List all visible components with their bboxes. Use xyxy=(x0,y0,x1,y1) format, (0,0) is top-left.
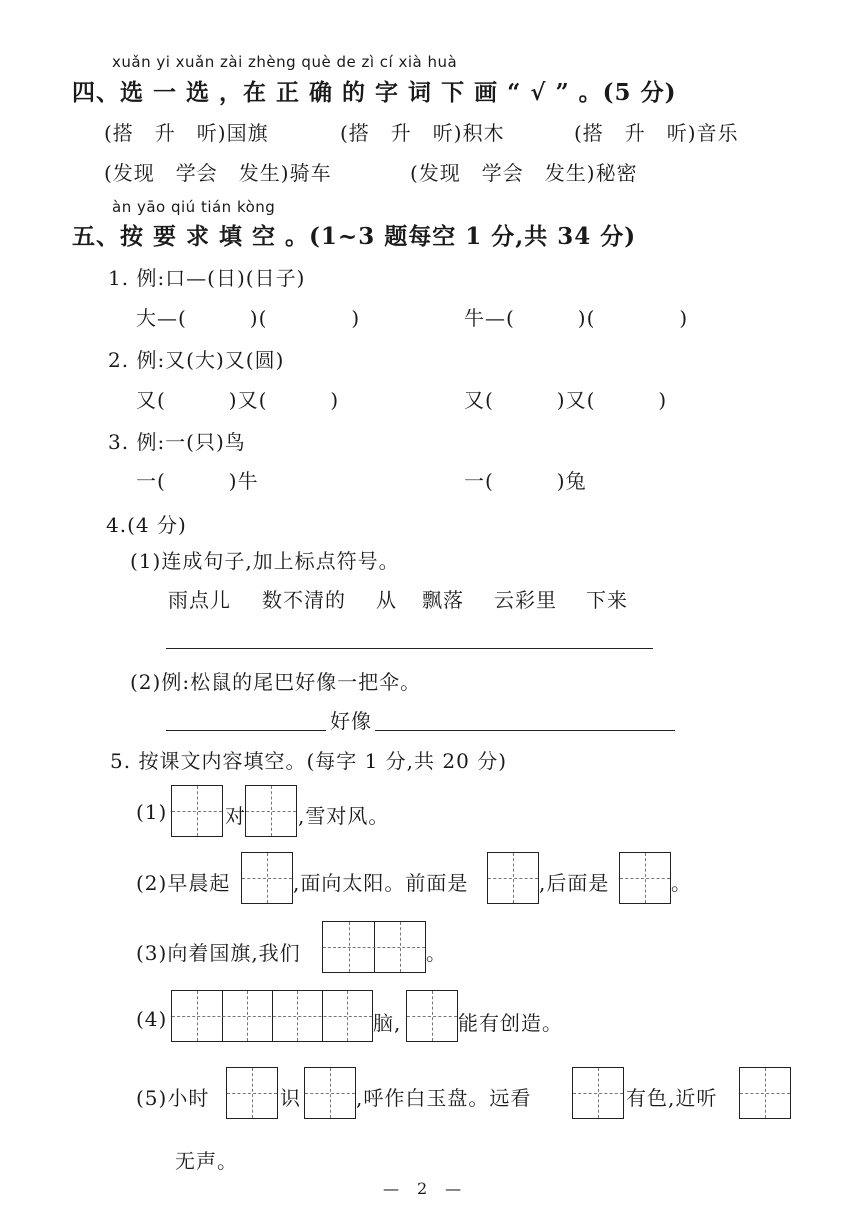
answer-line[interactable] xyxy=(166,648,653,649)
p3-text: 。 xyxy=(426,941,447,965)
word-card: 飘落 xyxy=(422,588,464,612)
choice-bike[interactable]: (发现 学会 发生)骑车 xyxy=(104,161,332,185)
word-card: 数不清的 xyxy=(262,588,346,612)
char-box-double[interactable] xyxy=(322,921,426,973)
q3-blank-right[interactable]: 一( )兔 xyxy=(464,469,587,493)
p2-text: ,面向太阳。前面是 xyxy=(293,871,469,895)
q3-example: 3. 例:一(只)鸟 xyxy=(108,430,246,454)
word-card: 从 xyxy=(376,588,397,612)
char-box-quad[interactable] xyxy=(171,990,373,1042)
char-box[interactable] xyxy=(619,852,671,904)
answer-line-left[interactable] xyxy=(166,730,326,731)
q1-example: 1. 例:口—(日)(日子) xyxy=(108,266,306,290)
char-box[interactable] xyxy=(171,785,223,837)
page-number: — 2 — xyxy=(383,1179,463,1198)
char-box[interactable] xyxy=(245,785,297,837)
p4-text: 能有创造。 xyxy=(458,1011,563,1035)
p5-text: 识 xyxy=(280,1086,301,1110)
p2-label: (2)早晨起 xyxy=(136,871,231,895)
choice-music[interactable]: (搭 升 听)音乐 xyxy=(574,121,739,145)
q5-title: 5. 按课文内容填空。(每字 1 分,共 20 分) xyxy=(110,749,508,773)
choice-blocks[interactable]: (搭 升 听)积木 xyxy=(340,121,505,145)
p5-text: 无声。 xyxy=(175,1149,238,1173)
char-box[interactable] xyxy=(304,1067,356,1119)
q3-blank-left[interactable]: 一( )牛 xyxy=(136,469,259,493)
p4-text: 脑, xyxy=(373,1011,402,1035)
q2-blank-left[interactable]: 又( )又( ) xyxy=(136,388,340,412)
p1-label: (1) xyxy=(136,800,168,824)
p2-text: ,后面是 xyxy=(539,871,610,895)
section5-heading: 五、按 要 求 填 空 。(1~3 题每空 1 分,共 34 分) xyxy=(72,223,637,250)
q4-title: 4.(4 分) xyxy=(106,513,187,537)
word-card: 雨点儿 xyxy=(168,588,231,612)
word-card: 云彩里 xyxy=(494,588,557,612)
p4-label: (4) xyxy=(136,1007,168,1031)
p5-text: 有色,近听 xyxy=(626,1086,718,1110)
q4-sub2: (2)例:松鼠的尾巴好像一把伞。 xyxy=(130,670,422,694)
char-box[interactable] xyxy=(739,1067,791,1119)
p3-label: (3)向着国旗,我们 xyxy=(136,941,301,965)
q1-blank-right[interactable]: 牛—( )( ) xyxy=(464,306,689,330)
char-box[interactable] xyxy=(572,1067,624,1119)
p5-text: ,呼作白玉盘。远看 xyxy=(356,1086,532,1110)
p2-text: 。 xyxy=(671,871,692,895)
char-box[interactable] xyxy=(226,1067,278,1119)
section4-pinyin: xuǎn yi xuǎn zài zhèng què de zì cí xià huà xyxy=(112,53,458,71)
q1-blank-left[interactable]: 大—( )( ) xyxy=(136,306,361,330)
section5-pinyin: àn yāo qiú tián kòng xyxy=(112,198,276,216)
section4-heading: 四、选 一 选 ，在 正 确 的 字 词 下 画 “ √ ” 。(5 分) xyxy=(72,79,677,106)
char-box[interactable] xyxy=(241,852,293,904)
q2-blank-right[interactable]: 又( )又( ) xyxy=(464,388,668,412)
like-word: 好像 xyxy=(330,709,372,733)
choice-secret[interactable]: (发现 学会 发生)秘密 xyxy=(410,161,638,185)
answer-line-right[interactable] xyxy=(375,730,675,731)
char-box[interactable] xyxy=(487,852,539,904)
p5-label: (5)小时 xyxy=(136,1086,210,1110)
p1-text: 对 xyxy=(225,804,246,828)
word-card: 下来 xyxy=(586,588,628,612)
choice-flag[interactable]: (搭 升 听)国旗 xyxy=(104,121,269,145)
p1-text: ,雪对风。 xyxy=(298,804,390,828)
q4-sub1: (1)连成句子,加上标点符号。 xyxy=(130,549,400,573)
q2-example: 2. 例:又(大)又(圆) xyxy=(108,348,285,372)
char-box[interactable] xyxy=(406,990,458,1042)
